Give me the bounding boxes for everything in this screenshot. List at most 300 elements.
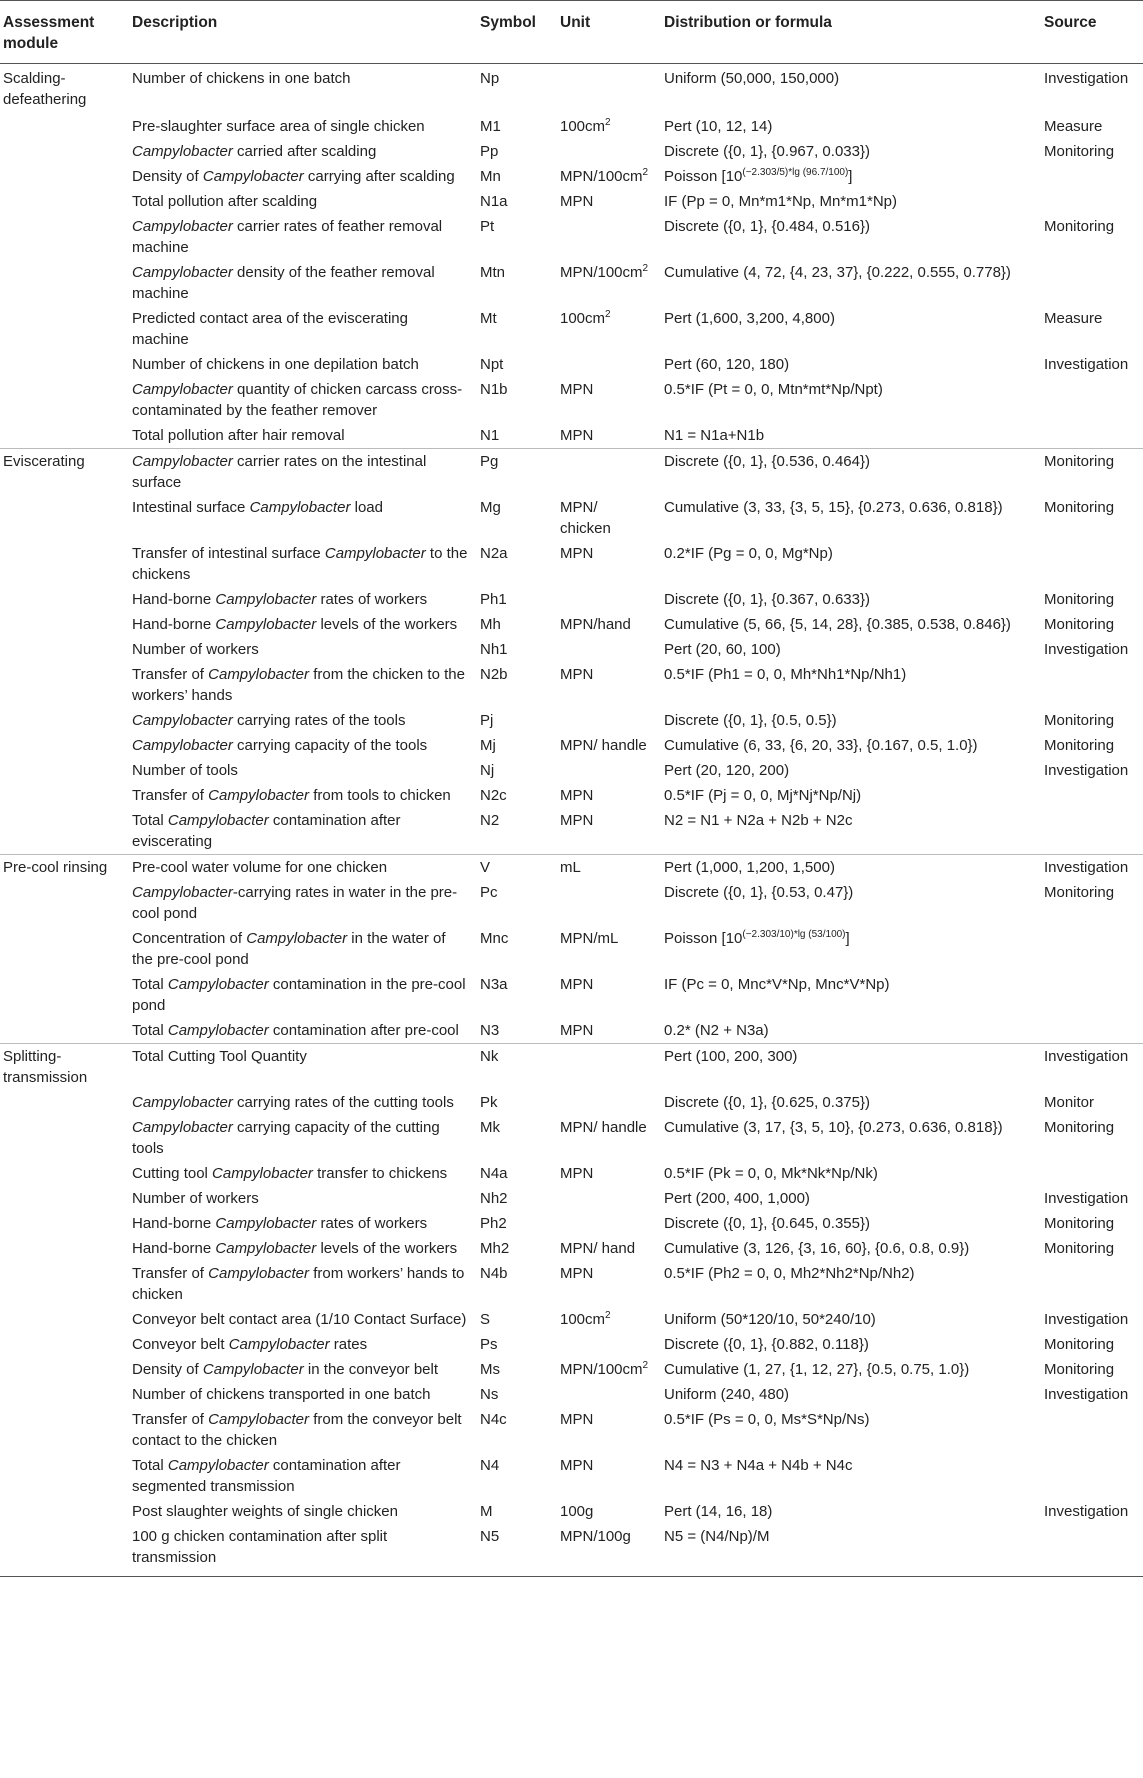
description-text: carrier rates of feather removal machine <box>132 218 443 256</box>
description-text: 100 g chicken contamination after split transmission <box>132 1528 388 1566</box>
description-text: from tools to chicken <box>309 787 451 804</box>
description-text: quantity of chicken carcass cross-contaminated by the feather remover <box>132 381 463 419</box>
unit-text: MPN <box>560 976 594 993</box>
description-text: Hand-borne <box>132 1215 216 1232</box>
table-row <box>0 1090 1143 1115</box>
formula-text: 0.5*IF (Ph1 = 0, 0, Mh*Nh1*Np/Nh1) <box>664 666 907 683</box>
cell-description <box>126 1115 474 1161</box>
cell-description <box>126 1161 474 1186</box>
cell-symbol: Npt <box>480 356 504 373</box>
description-italic: Campylobacter <box>246 930 348 947</box>
cell-unit <box>554 352 658 377</box>
table-row <box>0 1236 1143 1261</box>
cell-description <box>126 306 474 352</box>
unit-text: MPN <box>560 193 594 210</box>
cell-source: Measure <box>1044 118 1103 135</box>
cell-source: Investigation <box>1038 855 1143 881</box>
description-text: Transfer of <box>132 1411 209 1428</box>
table-row <box>0 758 1143 783</box>
cell-unit <box>554 972 658 1018</box>
cell-formula <box>658 214 1038 260</box>
cell-source <box>1038 164 1143 189</box>
formula-text: Pert (60, 120, 180) <box>664 356 790 373</box>
description-italic: Campylobacter <box>132 264 233 281</box>
cell-unit <box>554 587 658 612</box>
cell-unit <box>554 926 658 972</box>
cell-formula <box>658 495 1038 541</box>
description-text: Total pollution after scalding <box>132 193 318 210</box>
description-italic: Campylobacter <box>215 1215 317 1232</box>
description-italic: Campylobacter <box>208 1265 310 1282</box>
description-text: contamination after segmented transmission <box>132 1457 401 1495</box>
cell-unit <box>554 1161 658 1186</box>
cell-source: Measure <box>1044 310 1103 327</box>
description-text: carrying rates of the cutting tools <box>232 1094 454 1111</box>
cell-module <box>0 1236 126 1261</box>
cell-symbol: S <box>480 1311 491 1328</box>
cell-module: Splitting-transmission <box>0 1044 126 1091</box>
unit-text: MPN/ hand <box>560 1240 636 1257</box>
formula-text: ] <box>848 168 853 185</box>
cell-symbol: N3 <box>480 1022 500 1039</box>
formula-text: Discrete ({0, 1}, {0.967, 0.033}) <box>664 143 870 160</box>
cell-module <box>0 306 126 352</box>
cell-unit <box>554 783 658 808</box>
formula-text: Discrete ({0, 1}, {0.625, 0.375}) <box>664 1094 870 1111</box>
cell-description <box>126 64 474 115</box>
cell-unit <box>554 880 658 926</box>
cell-source <box>1038 189 1143 214</box>
cell-source: Monitoring <box>1044 499 1115 516</box>
cell-description <box>126 423 474 449</box>
description-italic: Campylobacter <box>215 591 317 608</box>
cell-symbol: Np <box>480 70 500 87</box>
table-body <box>0 64 1143 1577</box>
formula-text: Uniform (50*120/10, 50*240/10) <box>664 1311 876 1328</box>
description-text: Post slaughter weights of single chicken <box>132 1503 398 1520</box>
cell-module: Pre-cool rinsing <box>0 855 126 881</box>
table-row <box>0 1499 1143 1524</box>
cell-symbol: Mt <box>480 310 497 327</box>
table-row <box>0 1261 1143 1307</box>
description-text: Concentration of <box>132 930 247 947</box>
cell-formula <box>658 1524 1038 1577</box>
description-text: transfer to chickens <box>312 1165 448 1182</box>
description-text: in the conveyor belt <box>303 1361 439 1378</box>
description-text: Transfer of <box>132 666 209 683</box>
cell-symbol: N4 <box>480 1457 500 1474</box>
cell-module <box>0 733 126 758</box>
cell-formula <box>658 1499 1038 1524</box>
cell-source <box>1038 808 1143 855</box>
table-row <box>0 708 1143 733</box>
description-text: contamination after pre-cool <box>268 1022 459 1039</box>
table-row <box>0 612 1143 637</box>
cell-symbol: Pc <box>480 884 498 901</box>
cell-source: Monitoring <box>1044 1215 1115 1232</box>
cell-module <box>0 1382 126 1407</box>
cell-description <box>126 1044 474 1091</box>
cell-module <box>0 214 126 260</box>
description-text: Transfer of <box>132 1265 209 1282</box>
cell-formula <box>658 352 1038 377</box>
cell-source <box>1038 1261 1143 1307</box>
header-unit: Unit <box>554 1 658 64</box>
cell-source: Monitoring <box>1044 1361 1115 1378</box>
table-row <box>0 1453 1143 1499</box>
table-row <box>0 114 1143 139</box>
cell-formula <box>658 587 1038 612</box>
cell-description <box>126 1499 474 1524</box>
cell-formula <box>658 1332 1038 1357</box>
cell-module <box>0 1261 126 1307</box>
description-text: Total pollution after hair removal <box>132 427 345 444</box>
formula-text: Discrete ({0, 1}, {0.645, 0.355}) <box>664 1215 870 1232</box>
cell-module <box>0 972 126 1018</box>
cell-description <box>126 926 474 972</box>
cell-symbol: Mh <box>480 616 501 633</box>
table-row <box>0 1357 1143 1382</box>
cell-source: Monitoring <box>1038 449 1143 496</box>
cell-unit <box>554 1115 658 1161</box>
cell-symbol: Ps <box>480 1336 498 1353</box>
cell-module <box>0 708 126 733</box>
cell-description <box>126 1018 474 1044</box>
cell-unit <box>554 1186 658 1211</box>
cell-unit <box>554 164 658 189</box>
cell-module <box>0 783 126 808</box>
cell-unit <box>554 64 658 115</box>
unit-text: MPN <box>560 1411 594 1428</box>
cell-unit <box>554 114 658 139</box>
cell-unit <box>554 662 658 708</box>
description-italic: Campylobacter <box>132 737 233 754</box>
description-text: Total <box>132 1022 168 1039</box>
unit-text: 100cm <box>560 310 606 327</box>
cell-description <box>126 758 474 783</box>
unit-text: MPN/ chicken <box>560 499 611 537</box>
table-row <box>0 423 1143 449</box>
cell-formula <box>658 1236 1038 1261</box>
cell-formula <box>658 1186 1038 1211</box>
description-text: Hand-borne <box>132 1240 216 1257</box>
cell-unit <box>554 423 658 449</box>
description-italic: Campylobacter <box>132 712 233 729</box>
cell-unit <box>554 855 658 881</box>
description-text: Density of <box>132 168 203 185</box>
cell-unit <box>554 139 658 164</box>
table-row <box>0 1407 1143 1453</box>
table-row <box>0 1307 1143 1332</box>
description-text: contamination in the pre-cool pond <box>132 976 466 1014</box>
cell-symbol: N2 <box>480 812 500 829</box>
cell-formula <box>658 377 1038 423</box>
description-italic: Campylobacter <box>132 218 233 235</box>
cell-module <box>0 637 126 662</box>
unit-text: MPN <box>560 812 594 829</box>
formula-text: Cumulative (3, 33, {3, 5, 15}, {0.273, 0.636, 0.818}) <box>664 499 1003 516</box>
formula-text: 0.2*IF (Pg = 0, 0, Mg*Np) <box>664 545 833 562</box>
cell-module <box>0 164 126 189</box>
table-row <box>0 541 1143 587</box>
cell-description <box>126 352 474 377</box>
cell-source: Investigation <box>1038 1044 1143 1091</box>
formula-text: Cumulative (3, 17, {3, 5, 10}, {0.273, 0.636, 0.818}) <box>664 1119 1003 1136</box>
description-italic: Campylobacter <box>324 545 426 562</box>
description-text: from workers’ hands to chicken <box>132 1265 465 1303</box>
cell-source <box>1038 541 1143 587</box>
cell-description <box>126 662 474 708</box>
cell-description <box>126 449 474 496</box>
formula-text: Discrete ({0, 1}, {0.536, 0.464}) <box>664 453 870 470</box>
table-row <box>0 808 1143 855</box>
table-row <box>0 377 1143 423</box>
description-italic: Campylobacter <box>167 976 269 993</box>
cell-symbol: N1a <box>480 193 508 210</box>
cell-unit <box>554 1382 658 1407</box>
description-italic: Campylobacter <box>132 1094 233 1111</box>
table-row <box>0 1382 1143 1407</box>
unit-text: MPN <box>560 787 594 804</box>
cell-unit <box>554 637 658 662</box>
cell-description <box>126 1186 474 1211</box>
cell-source: Investigation <box>1044 641 1129 658</box>
cell-source: Investigation <box>1044 70 1129 87</box>
cell-symbol: Ms <box>480 1361 500 1378</box>
cell-symbol: Nk <box>474 1044 554 1091</box>
formula-text: Discrete ({0, 1}, {0.367, 0.633}) <box>664 591 870 608</box>
cell-formula <box>658 1211 1038 1236</box>
description-text: Conveyor belt contact area (1/10 Contact Surface) <box>132 1311 467 1328</box>
cell-formula <box>658 972 1038 1018</box>
description-text: Transfer of <box>132 787 209 804</box>
unit-text: 100g <box>560 1503 594 1520</box>
cell-symbol: N4b <box>480 1265 508 1282</box>
cell-module: Eviscerating <box>0 449 126 496</box>
unit-text: MPN <box>560 1165 594 1182</box>
formula-text: N1 = N1a+N1b <box>664 427 765 444</box>
header-module: Assessment module <box>0 1 126 64</box>
cell-unit <box>554 612 658 637</box>
cell-module <box>0 1407 126 1453</box>
header-source: Source <box>1038 1 1143 64</box>
cell-unit <box>554 1044 658 1091</box>
formula-text: IF (Pc = 0, Mnc*V*Np, Mnc*V*Np) <box>664 976 890 993</box>
cell-description <box>126 587 474 612</box>
cell-source <box>1038 783 1143 808</box>
cell-module <box>0 139 126 164</box>
cell-unit <box>554 808 658 855</box>
unit-text: MPN/hand <box>560 616 631 633</box>
formula-text: N5 = (N4/Np)/M <box>664 1528 770 1545</box>
cell-formula <box>658 808 1038 855</box>
cell-description <box>126 214 474 260</box>
cell-source <box>1038 260 1143 306</box>
cell-symbol: N1 <box>480 427 500 444</box>
cell-symbol: Ph1 <box>480 591 507 608</box>
cell-symbol: Mnc <box>480 930 509 947</box>
unit-text: 100cm <box>560 1311 606 1328</box>
cell-unit <box>554 1407 658 1453</box>
cell-unit <box>554 541 658 587</box>
description-text: rates of workers <box>316 591 428 608</box>
formula-text: N4 = N3 + N4a + N4b + N4c <box>664 1457 853 1474</box>
table-row <box>0 139 1143 164</box>
cell-symbol: N4a <box>480 1165 508 1182</box>
cell-symbol: N5 <box>474 1524 554 1577</box>
cell-description <box>126 114 474 139</box>
description-italic: Campylobacter <box>132 381 233 398</box>
cell-formula <box>658 1357 1038 1382</box>
cell-source: Monitoring <box>1044 218 1115 235</box>
cell-module <box>0 758 126 783</box>
cell-symbol: Pj <box>480 712 494 729</box>
cell-symbol: V <box>474 855 554 881</box>
cell-source <box>1038 1018 1143 1044</box>
table-row <box>0 1186 1143 1211</box>
unit-text: MPN <box>560 1265 594 1282</box>
description-text: carried after scalding <box>232 143 377 160</box>
description-italic: Campylobacter <box>212 1165 313 1182</box>
description-italic: Campylobacter <box>208 787 310 804</box>
formula-text: Cumulative (3, 126, {3, 16, 60}, {0.6, 0.8, 0.9}) <box>664 1240 970 1257</box>
cell-source: Monitoring <box>1044 616 1115 633</box>
cell-unit <box>554 495 658 541</box>
cell-module <box>0 260 126 306</box>
unit-superscript: 2 <box>642 1360 649 1371</box>
formula-text: Discrete ({0, 1}, {0.484, 0.516}) <box>664 218 870 235</box>
cell-symbol: Mk <box>480 1119 500 1136</box>
cell-source: Monitoring <box>1044 884 1115 901</box>
cell-description <box>126 1453 474 1499</box>
cell-formula <box>658 306 1038 352</box>
description-italic: Campylobacter <box>208 666 310 683</box>
description-text: rates of workers <box>316 1215 428 1232</box>
description-text: to the chickens <box>132 545 468 583</box>
cell-formula <box>658 114 1038 139</box>
description-text: carrying after scalding <box>303 168 455 185</box>
header-formula: Distribution or formula <box>658 1 1038 64</box>
cell-unit <box>554 306 658 352</box>
header-row <box>0 1 1143 64</box>
description-text: carrier rates on the intestinal surface <box>132 453 427 491</box>
description-italic: Campylobacter <box>132 453 233 470</box>
cell-formula <box>658 1453 1038 1499</box>
cell-description <box>126 1382 474 1407</box>
cell-symbol: Nh2 <box>480 1190 508 1207</box>
formula-text: Pert (100, 200, 300) <box>664 1048 798 1065</box>
cell-symbol: M <box>480 1503 493 1520</box>
unit-superscript: 2 <box>642 167 649 178</box>
cell-module <box>0 1115 126 1161</box>
unit-text: MPN/ handle <box>560 737 647 754</box>
unit-text: 100cm <box>560 118 606 135</box>
cell-description <box>126 377 474 423</box>
table-row <box>0 1161 1143 1186</box>
formula-text: Cumulative (6, 33, {6, 20, 33}, {0.167, 0.5, 1.0}) <box>664 737 978 754</box>
cell-unit <box>554 758 658 783</box>
cell-unit <box>554 708 658 733</box>
table-row <box>0 260 1143 306</box>
cell-formula <box>658 139 1038 164</box>
cell-formula <box>658 541 1038 587</box>
cell-symbol: Mg <box>480 499 501 516</box>
cell-module <box>0 1161 126 1186</box>
cell-unit <box>554 189 658 214</box>
cell-description <box>126 1357 474 1382</box>
cell-module <box>0 926 126 972</box>
cell-source <box>1038 1161 1143 1186</box>
cell-description <box>126 1211 474 1236</box>
cell-description <box>126 708 474 733</box>
cell-module <box>0 423 126 449</box>
cell-unit <box>554 1453 658 1499</box>
table-row <box>0 1332 1143 1357</box>
description-italic: Campylobacter <box>132 1119 233 1136</box>
table-row <box>0 1044 1143 1091</box>
cell-description <box>126 1524 474 1577</box>
formula-text: Pert (10, 12, 14) <box>664 118 773 135</box>
formula-text: Cumulative (5, 66, {5, 14, 28}, {0.385, 0.538, 0.846}) <box>664 616 1011 633</box>
cell-symbol: Nh1 <box>480 641 508 658</box>
cell-module <box>0 1211 126 1236</box>
description-text: Number of chickens in one depilation batch <box>132 356 419 373</box>
cell-source: Investigation <box>1044 1386 1129 1403</box>
description-italic: Campylobacter <box>228 1336 330 1353</box>
cell-description <box>126 972 474 1018</box>
cell-module <box>0 808 126 855</box>
cell-module <box>0 1090 126 1115</box>
cell-source <box>1038 1524 1143 1577</box>
cell-module <box>0 1453 126 1499</box>
cell-module <box>0 114 126 139</box>
table-row <box>0 64 1143 115</box>
description-italic: Campylobacter <box>167 1457 269 1474</box>
cell-formula <box>658 260 1038 306</box>
cell-formula <box>658 449 1038 496</box>
cell-description <box>126 1261 474 1307</box>
table-row <box>0 733 1143 758</box>
cell-source: Monitoring <box>1044 1240 1115 1257</box>
cell-module <box>0 352 126 377</box>
formula-text: IF (Pp = 0, Mn*m1*Np, Mn*m1*Np) <box>664 193 897 210</box>
cell-unit <box>554 1499 658 1524</box>
table-row <box>0 662 1143 708</box>
formula-text: Pert (200, 400, 1,000) <box>664 1190 810 1207</box>
cell-source: Monitoring <box>1044 712 1115 729</box>
cell-description <box>126 637 474 662</box>
description-text: Hand-borne <box>132 591 216 608</box>
table-row <box>0 189 1143 214</box>
cell-source <box>1038 1407 1143 1453</box>
formula-text: 0.5*IF (Pk = 0, 0, Mk*Nk*Np/Nk) <box>664 1165 878 1182</box>
unit-superscript: 2 <box>642 263 649 274</box>
description-text: contamination after eviscerating <box>132 812 401 850</box>
table-row <box>0 972 1143 1018</box>
description-text: Total <box>132 812 168 829</box>
formula-text: 0.5*IF (Ph2 = 0, 0, Mh2*Nh2*Np/Nh2) <box>664 1265 915 1282</box>
description-text: Pre-slaughter surface area of single chicken <box>132 118 425 135</box>
cell-source: Monitoring <box>1044 1119 1115 1136</box>
table-row <box>0 587 1143 612</box>
cell-source: Monitoring <box>1044 143 1115 160</box>
unit-text: MPN <box>560 1457 594 1474</box>
cell-symbol: Pk <box>480 1094 498 1111</box>
cell-formula <box>658 1307 1038 1332</box>
formula-text: N2 = N1 + N2a + N2b + N2c <box>664 812 853 829</box>
cell-module <box>0 1332 126 1357</box>
description-text: Predicted contact area of the eviscerating machine <box>132 310 408 348</box>
